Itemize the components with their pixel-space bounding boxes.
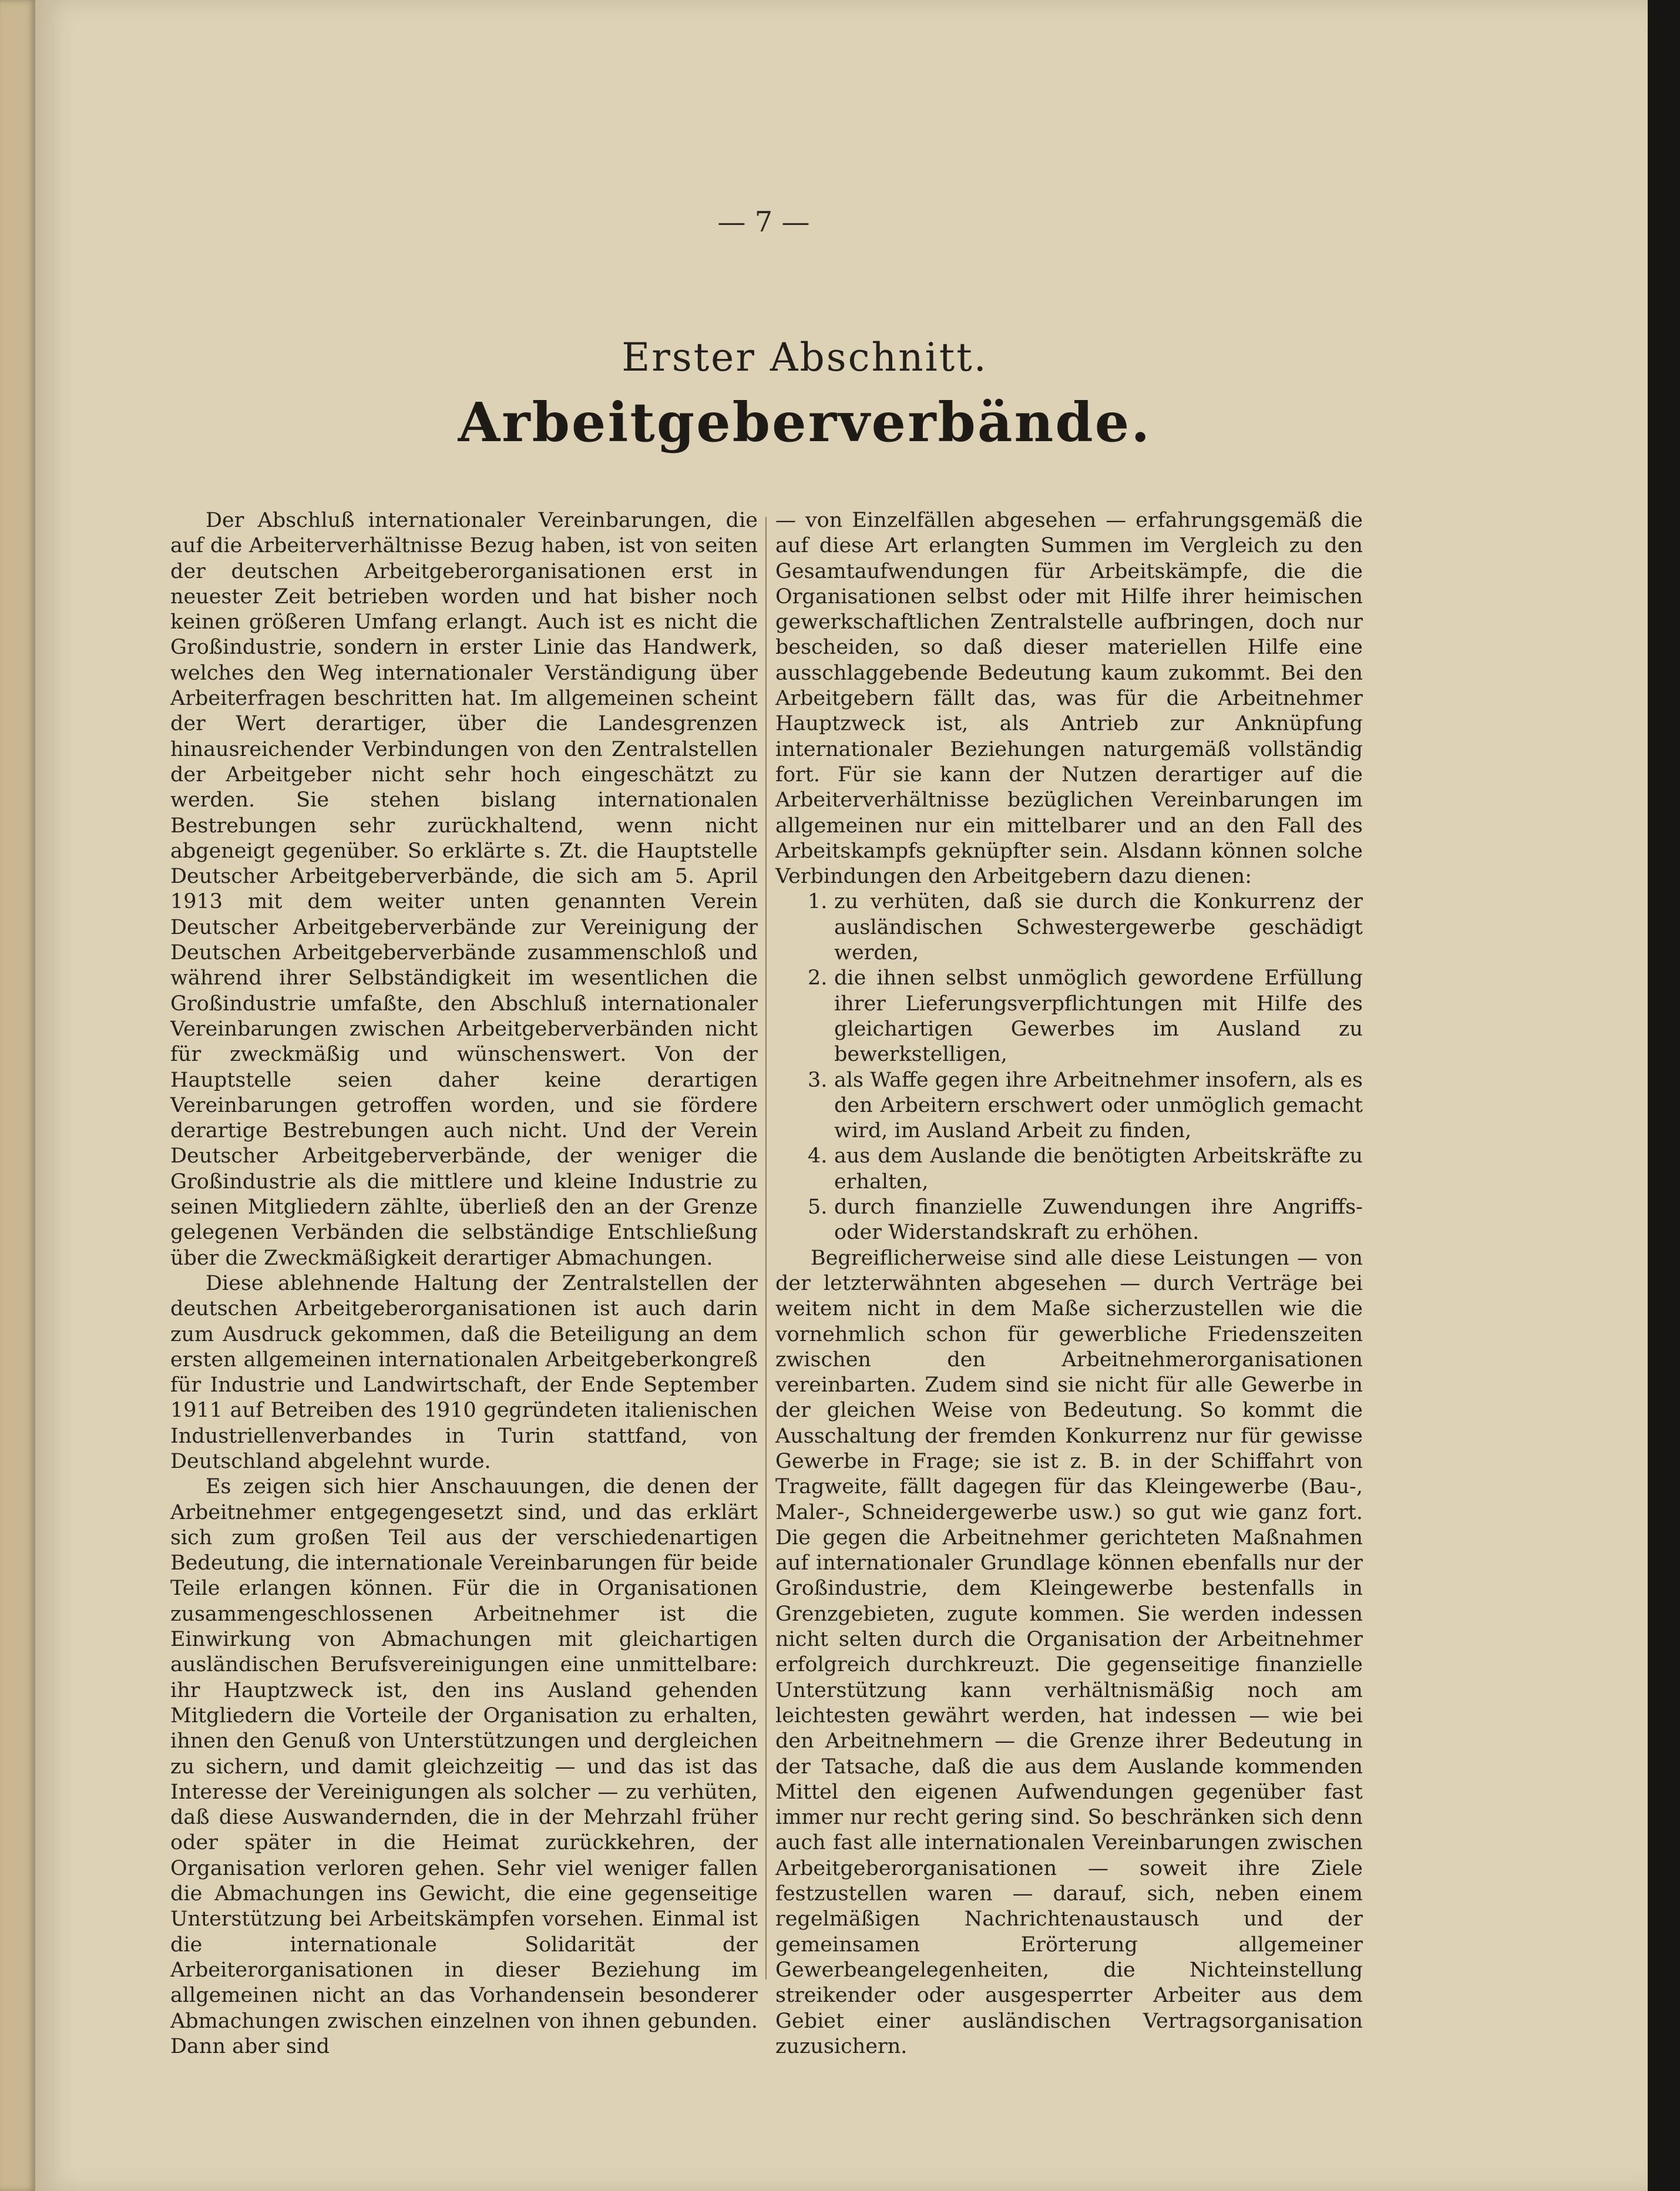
list-item-text: als Waffe gegen ihre Arbeitnehmer insofern, als es den Arbeitern erschwert oder unmöglich gemacht wird, im Ausland Arbeit zu finden, [834, 1068, 1363, 1143]
list-number: 5. [808, 1195, 828, 1219]
list-item [775, 1195, 1363, 1246]
list-item [775, 889, 1363, 966]
numbered-list [775, 889, 1363, 1245]
section-title: Erster Abschnitt. [621, 335, 988, 380]
list-item [775, 966, 1363, 1067]
list-item-text: die ihnen selbst unmöglich gewordene Erfüllung ihrer Lieferungsverpflichtungen mit Hilfe des gleichartigen Gewerbes im Ausland zu bewerkstelligen, [834, 966, 1363, 1067]
list-number: 1. [808, 890, 828, 914]
left-column [170, 508, 758, 2059]
list-item-text: durch finanzielle Zuwendungen ihre Angriffs- oder Widerstandskraft zu erhöhen. [834, 1195, 1363, 1245]
list-number: 4. [808, 1144, 828, 1168]
paragraph: Es zeigen sich hier Anschauungen, die denen der Arbeitnehmer entgegengesetzt sind, und das erklärt sich zum großen Teil aus der verschiedenartigen Bedeutung, die internationale Vereinbarungen für beide Teile erlangen können. Für die in Organisationen zusammengeschlossenen Arbeitnehmer ist die Einwirkung von Abmachungen mit gleichartigen ausländischen Berufsvereinigungen eine unmittelbare: ihr Hauptzweck ist, den ins Ausland gehenden Mitgliedern die Vorteile der Organisation zu erhalten, ihnen den Genuß von Unterstützungen und dergleichen zu sichern, und damit gleichzeitig — und das ist das Interesse der Vereinigungen als solcher — zu verhüten, daß diese Auswandernden, die in der Mehrzahl früher oder später in die Heimat zurückkehren, der Organisation verloren gehen. Sehr viel weniger fallen die Abmachungen ins Gewicht, die eine gegenseitige Unterstützung bei Arbeitskämpfen vorsehen. Einmal ist die internationale Solidarität der Arbeiterorganisationen in dieser Beziehung im allgemeinen nicht an das Vorhandensein besonderer Abmachungen zwischen einzelnen von ihnen gebunden. Dann aber sind [170, 1475, 758, 2058]
right-column [775, 508, 1363, 2059]
chapter-heading: Arbeitgeberverbände. [458, 391, 1152, 454]
list-item-text: zu verhüten, daß sie durch die Konkurrenz der ausländischen Schwestergewerbe geschädigt werden, [834, 890, 1363, 965]
paragraph: Der Abschluß internationaler Vereinbarungen, die auf die Arbeiterverhältnisse Bezug haben, ist von seiten der deutschen Arbeitgeberorganisationen erst in neuester Zeit betrieben worden und hat bisher noch keinen größeren Umfang erlangt. Auch ist es nicht die Großindustrie, sondern in erster Linie das Handwerk, welches den Weg internationaler Verständigung über Arbeiterfragen beschritten hat. Im allgemeinen scheint der Wert derartiger, über die Landesgrenzen hinausreichender Verbindungen von den Zentralstellen der Arbeitgeber nicht sehr hoch eingeschätzt zu werden. Sie stehen bislang internationalen Bestrebungen sehr zurückhaltend, wenn nicht abgeneigt gegenüber. So erklärte s. Zt. die Hauptstelle Deutscher Arbeitgeberverbände, die sich am 5. April 1913 mit dem weiter unten genannten Verein Deutscher Arbeitgeberverbände zur Vereinigung der Deutschen Arbeitgeberverbände zusammenschloß und während ihrer Selbständigkeit im wesentlichen die Großindustrie umfaßte, den Abschluß internationaler Vereinbarungen zwischen Arbeitgeberverbänden nicht für zweckmäßig und wünschenswert. Von der Hauptstelle seien daher keine derartigen Vereinbarungen getroffen worden, und sie fördere derartige Bestrebungen auch nicht. Und der Verein Deutscher Arbeitgeberverbände, der weniger die Großindustrie als die mittlere und kleine Industrie zu seinen Mitgliedern zählte, überließ den an der Grenze gelegenen Verbänden die selbständige Entschließung über die Zweckmäßigkeit derartiger Abmachungen. [170, 509, 758, 1270]
list-item [775, 1144, 1363, 1195]
page-border [1648, 0, 1680, 2191]
list-item-text: aus dem Auslande die benötigten Arbeitskräfte zu erhalten, [834, 1144, 1363, 1194]
column-divider [765, 517, 767, 1980]
paragraph: Diese ablehnende Haltung der Zentralstellen der deutschen Arbeitgeberorganisationen ist auch darin zum Ausdruck gekommen, daß die Beteiligung an dem ersten allgemeinen internationalen Arbeitgeberkongreß für Industrie und Landwirtschaft, der Ende September 1911 auf Betreiben des 1910 gegründeten italienischen Industriellenverbandes in Turin stattfand, von Deutschland abgelehnt wurde. [170, 1271, 758, 1473]
list-number: 2. [808, 966, 828, 990]
paragraph: Begreiflicherweise sind alle diese Leistungen — von der letzterwähnten abgesehen — durch Verträge bei weitem nicht in dem Maße sicherzustellen wie die vornehmlich schon für gewerbliche Friedenszeiten zwischen den Arbeitnehmerorganisationen vereinbarten. Zudem sind sie nicht für alle Gewerbe in der gleichen Weise von Bedeutung. So kommt die Ausschaltung der fremden Konkurrenz nur für gewisse Gewerbe in Frage; sie ist z. B. in der Schiffahrt von Tragweite, fällt dagegen für das Kleingewerbe (Bau-, Maler-, Schneidergewerbe usw.) so gut wie ganz fort. Die gegen die Arbeitnehmer gerichteten Maßnahmen auf internationaler Grundlage können ebenfalls nur der Großindustrie, dem Kleingewerbe bestenfalls in Grenzgebieten, zugute kommen. Sie werden indessen nicht selten durch die Organisation der Arbeitnehmer erfolgreich durchkreuzt. Die gegenseitige finanzielle Unterstützung kann verhältnismäßig noch am leichtesten gewährt werden, hat indessen — wie bei den Arbeitnehmern — die Grenze ihrer Bedeutung in der Tatsache, daß die aus dem Auslande kommenden Mittel den eigenen Aufwendungen gegenüber fast immer nur recht gering sind. So beschränken sich denn auch fast alle internationalen Vereinbarungen zwischen Arbeitgeberorganisationen — soweit ihre Ziele festzustellen waren — darauf, sich, neben einem regelmäßigen Nachrichtenaustausch und der gemeinsamen Erörterung allgemeiner Gewerbeangelegenheiten, die Nichteinstellung streikender oder ausgesperrter Arbeiter aus dem Gebiet einer ausländischen Vertragsorganisation zuzusichern. [775, 1246, 1363, 2058]
facing-page-edge [0, 0, 37, 2191]
paragraph: — von Einzelfällen abgesehen — erfahrungsgemäß die auf diese Art erlangten Summen im Vergleich zu den Gesamtaufwendungen für Arbeitskämpfe, die die Organisationen selbst oder mit Hilfe ihrer heimischen gewerkschaftlichen Zentralstelle aufbringen, doch nur bescheiden, so daß dieser materiellen Hilfe eine ausschlaggebende Bedeutung kaum zukommt. Bei den Arbeitgebern fällt das, was für die Arbeitnehmer Hauptzweck ist, als Antrieb zur Anknüpfung internationaler Beziehungen naturgemäß vollständig fort. Für sie kann der Nutzen derartiger auf die Arbeiterverhältnisse bezüglichen Vereinbarungen im allgemeinen nur ein mittelbarer und an den Fall des Arbeitskampfs geknüpfter sein. Alsdann können solche Verbindungen den Arbeitgebern dazu dienen: [775, 509, 1363, 889]
page-number: — 7 — [717, 206, 810, 238]
list-number: 3. [808, 1068, 828, 1092]
list-item [775, 1068, 1363, 1144]
